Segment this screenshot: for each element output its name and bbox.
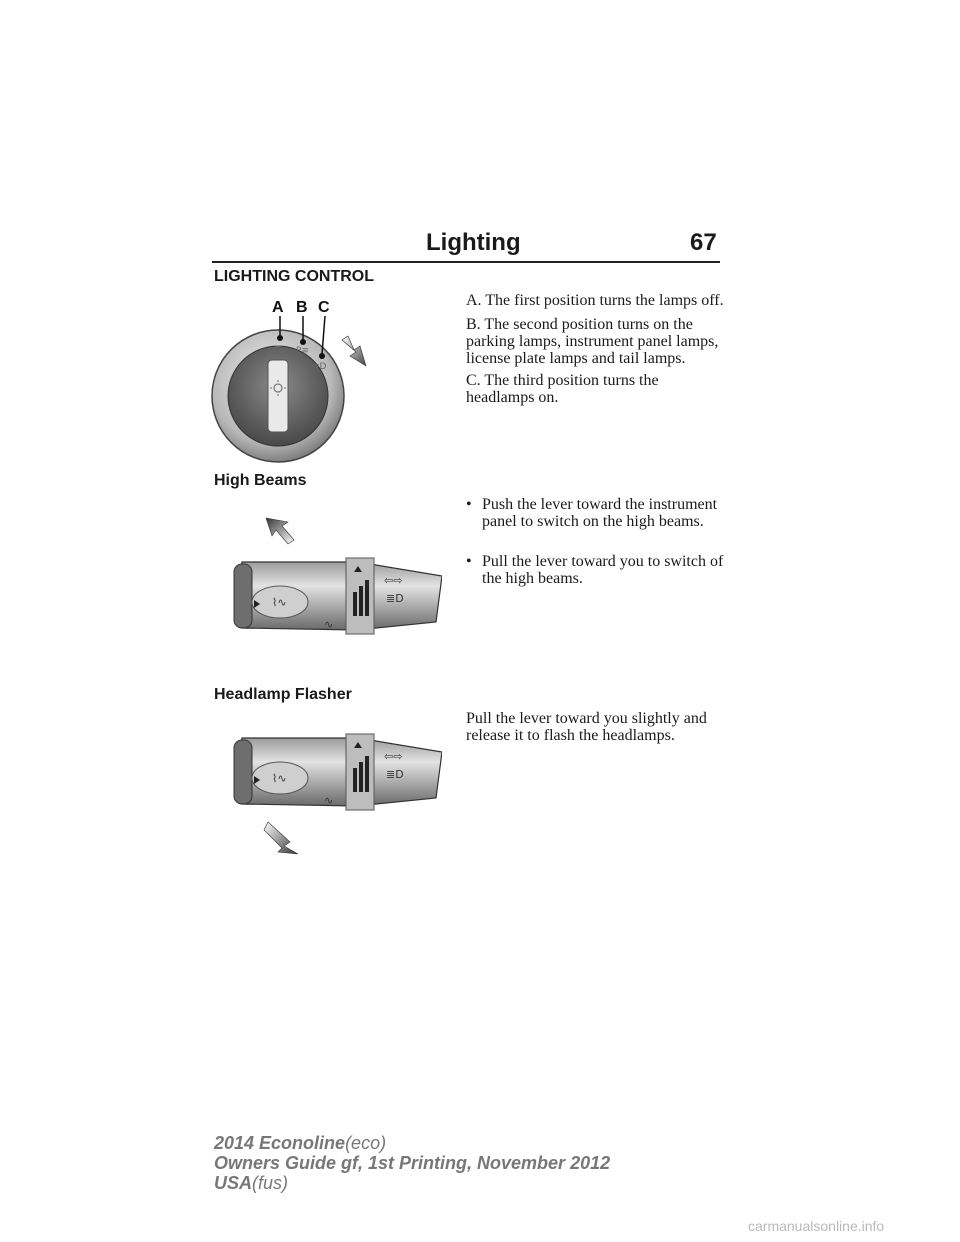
high-beam-on-text: Push the lever toward the instrument panel to switch on the high beams. (482, 496, 718, 530)
svg-text:⇦⇨: ⇦⇨ (384, 750, 403, 763)
footer-model-code: (eco) (345, 1133, 387, 1153)
svg-text:⌇∿: ⌇∿ (272, 596, 287, 609)
position-label-c: C (318, 299, 330, 316)
svg-text:∿: ∿ (324, 618, 334, 631)
svg-text:⌇∿: ⌇∿ (272, 772, 287, 785)
lighting-control-heading: LIGHTING CONTROL (214, 268, 374, 285)
footer-model-line (214, 1134, 386, 1153)
svg-text:≡D: ≡D (312, 362, 327, 372)
svg-text:P≡: P≡ (296, 346, 309, 356)
page-title: Lighting (426, 229, 521, 256)
page-number: 67 (690, 229, 717, 256)
position-label-b: B (296, 299, 308, 316)
high-beam-lever-diagram (228, 510, 442, 650)
footer-market: USA (214, 1173, 253, 1193)
position-a-text: A. The first position turns the lamps off. (466, 292, 724, 309)
bullet-dot: • (466, 553, 472, 570)
watermark: carmanualsonline.info (748, 1218, 885, 1234)
footer-printing-line: Owners Guide gf, 1st Printing, November 2012 (214, 1153, 611, 1173)
position-c-text: C. The third position turns the headlamps on. (466, 372, 659, 406)
pull-arrow-icon (264, 822, 298, 854)
headlamp-flasher-lever-diagram (228, 722, 442, 856)
headlamp-switch-diagram (210, 296, 376, 466)
rotate-arrow-icon (342, 336, 366, 366)
high-beam-bullet (466, 553, 740, 587)
bullet-dot: • (466, 496, 472, 513)
svg-text:≣D: ≣D (386, 768, 404, 781)
svg-text:∿: ∿ (324, 794, 334, 807)
position-b-text: B. The second position turns on the parking lamps, instrument panel lamps, license plate lamps and tail lamps. (466, 316, 719, 367)
position-label-a: A (272, 299, 284, 316)
footer-model: 2014 Econoline (214, 1133, 346, 1153)
footer-market-code: (fus) (252, 1173, 289, 1193)
high-beams-heading: High Beams (214, 472, 307, 489)
svg-text:≣D: ≣D (386, 592, 404, 605)
headlamp-flasher-text: Pull the lever toward you slightly and release it to flash the headlamps. (466, 710, 707, 744)
push-arrow-icon (266, 518, 294, 544)
headlamp-flasher-heading: Headlamp Flasher (214, 686, 352, 703)
header-rule (212, 261, 720, 263)
high-beam-off-text: Pull the lever toward you to switch of the high beams. (482, 553, 724, 587)
high-beam-bullet (466, 496, 740, 530)
footer-market-line (214, 1174, 288, 1193)
svg-text:⇦⇨: ⇦⇨ (384, 574, 403, 587)
